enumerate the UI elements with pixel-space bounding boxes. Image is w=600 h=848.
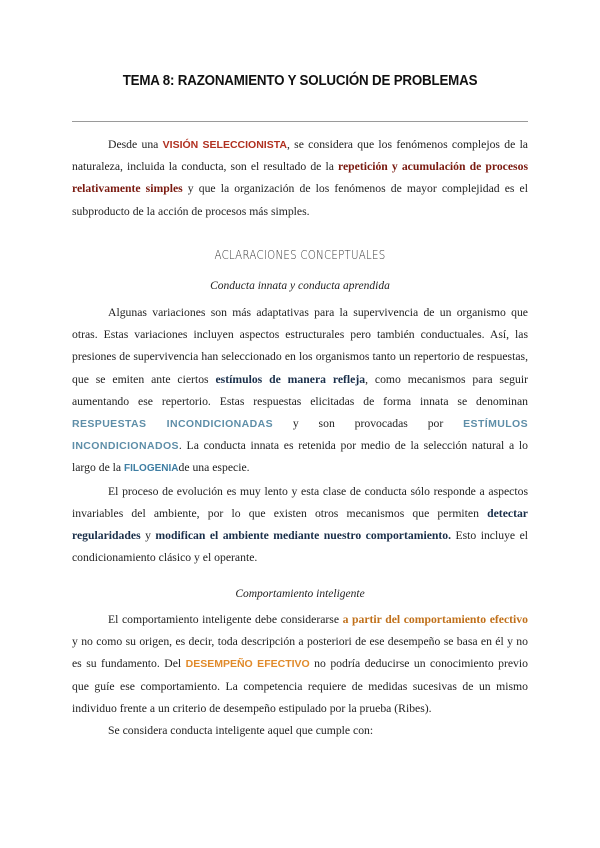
subsection-inteligente bbox=[72, 609, 528, 742]
subsection-heading-inteligente: Comportamiento inteligente bbox=[235, 588, 365, 600]
body-text: . La conducta innata es retenida por medio de la selección natural a lo largo de la bbox=[72, 439, 528, 475]
paragraph-innata-1 bbox=[72, 302, 528, 481]
highlight-detectar-regularidades: detectar regularidades bbox=[72, 506, 528, 543]
highlight-filogenia: FILOGENIA bbox=[124, 463, 179, 475]
paragraph-innata-2 bbox=[72, 481, 528, 570]
page-title: TEMA 8: RAZONAMIENTO Y SOLUCIÓN DE PROBLEMAS bbox=[122, 73, 478, 89]
highlight-modifican-ambiente: modifican el ambiente mediante nuestro comportamiento. bbox=[155, 529, 452, 543]
body-text: no podría deducirse un conocimiento previo que guíe ese comportamiento. La competencia requiere de medidas sucesivas de un mismo individuo frente a un criterio de desempeño estipulado por la prueba (Ribes). bbox=[72, 657, 528, 715]
highlight-estimulos-refleja: estímulos de manera refleja bbox=[215, 372, 366, 386]
highlight-repeticion: repetición y acumulación de procesos relativamente simples bbox=[72, 160, 528, 196]
highlight-comportamiento-efectivo: a partir del comportamiento efectivo bbox=[342, 613, 528, 626]
subsection-innata bbox=[72, 302, 528, 569]
highlight-estimulos-incondicionados: ESTÍMULOS INCONDICIONADOS bbox=[72, 418, 528, 453]
subsection-heading-wrap bbox=[72, 280, 528, 292]
title-divider bbox=[72, 121, 528, 122]
paragraph-inteligente-2: Se considera conducta inteligente aquel que cumple con: bbox=[108, 724, 374, 738]
body-text: de una especie. bbox=[178, 461, 250, 475]
section-heading-wrap bbox=[72, 247, 528, 262]
body-text: y no como su origen, es decir, toda descripción a posteriori de ese desempeño se basa en él y no es su fundamento. Del bbox=[72, 635, 528, 671]
body-text: Esto incluye el condicionamiento clásico y el operante. bbox=[72, 529, 529, 565]
intro-section bbox=[72, 134, 528, 223]
intro-text: y que la organización de los fenómenos de mayor complejidad es el subproducto de la acción de procesos más simples. bbox=[72, 182, 528, 218]
highlight-desempeno-efectivo: DESEMPEÑO EFECTIVO bbox=[185, 658, 310, 671]
intro-paragraph bbox=[72, 134, 528, 223]
section-heading: ACLARACIONES CONCEPTUALES bbox=[214, 247, 386, 262]
highlight-respuestas-incondicionadas: RESPUESTAS INCONDICIONADAS bbox=[72, 418, 273, 431]
subsection-heading-wrap-2 bbox=[72, 588, 528, 600]
body-text: El comportamiento inteligente debe considerarse bbox=[108, 613, 343, 626]
subsection-heading-innata: Conducta innata y conducta aprendida bbox=[210, 280, 390, 292]
body-text: El proceso de evolución es muy lento y esta clase de conducta sólo responde a aspectos invariables del ambiente, por lo que existen otros mecanismos que permiten bbox=[72, 484, 528, 520]
intro-text: , se considera que los fenómenos complejos de la naturaleza, incluida la conducta, son el resultado de la bbox=[72, 138, 528, 174]
body-text: y bbox=[140, 529, 156, 543]
highlight-vision-seleccionista: VISIÓN SELECCIONISTA bbox=[162, 139, 287, 151]
intro-text: Desde una bbox=[108, 138, 163, 151]
body-text: Algunas variaciones son más adaptativas para la supervivencia de un organismo que otras. Estas variaciones incluyen aspectos estructurales pero también conductuales. Así, las presiones de supervivencia han seleccionado en los organismos tanto un repertorio de respuestas, que se emiten ante ciertos bbox=[72, 306, 528, 386]
body-text: y son provocadas por bbox=[273, 417, 464, 431]
body-text: , como mecanismos para seguir aumentando ese repertorio. Estas respuestas elicitadas de forma innata se denominan bbox=[72, 372, 528, 408]
paragraph-inteligente-1 bbox=[72, 609, 528, 720]
